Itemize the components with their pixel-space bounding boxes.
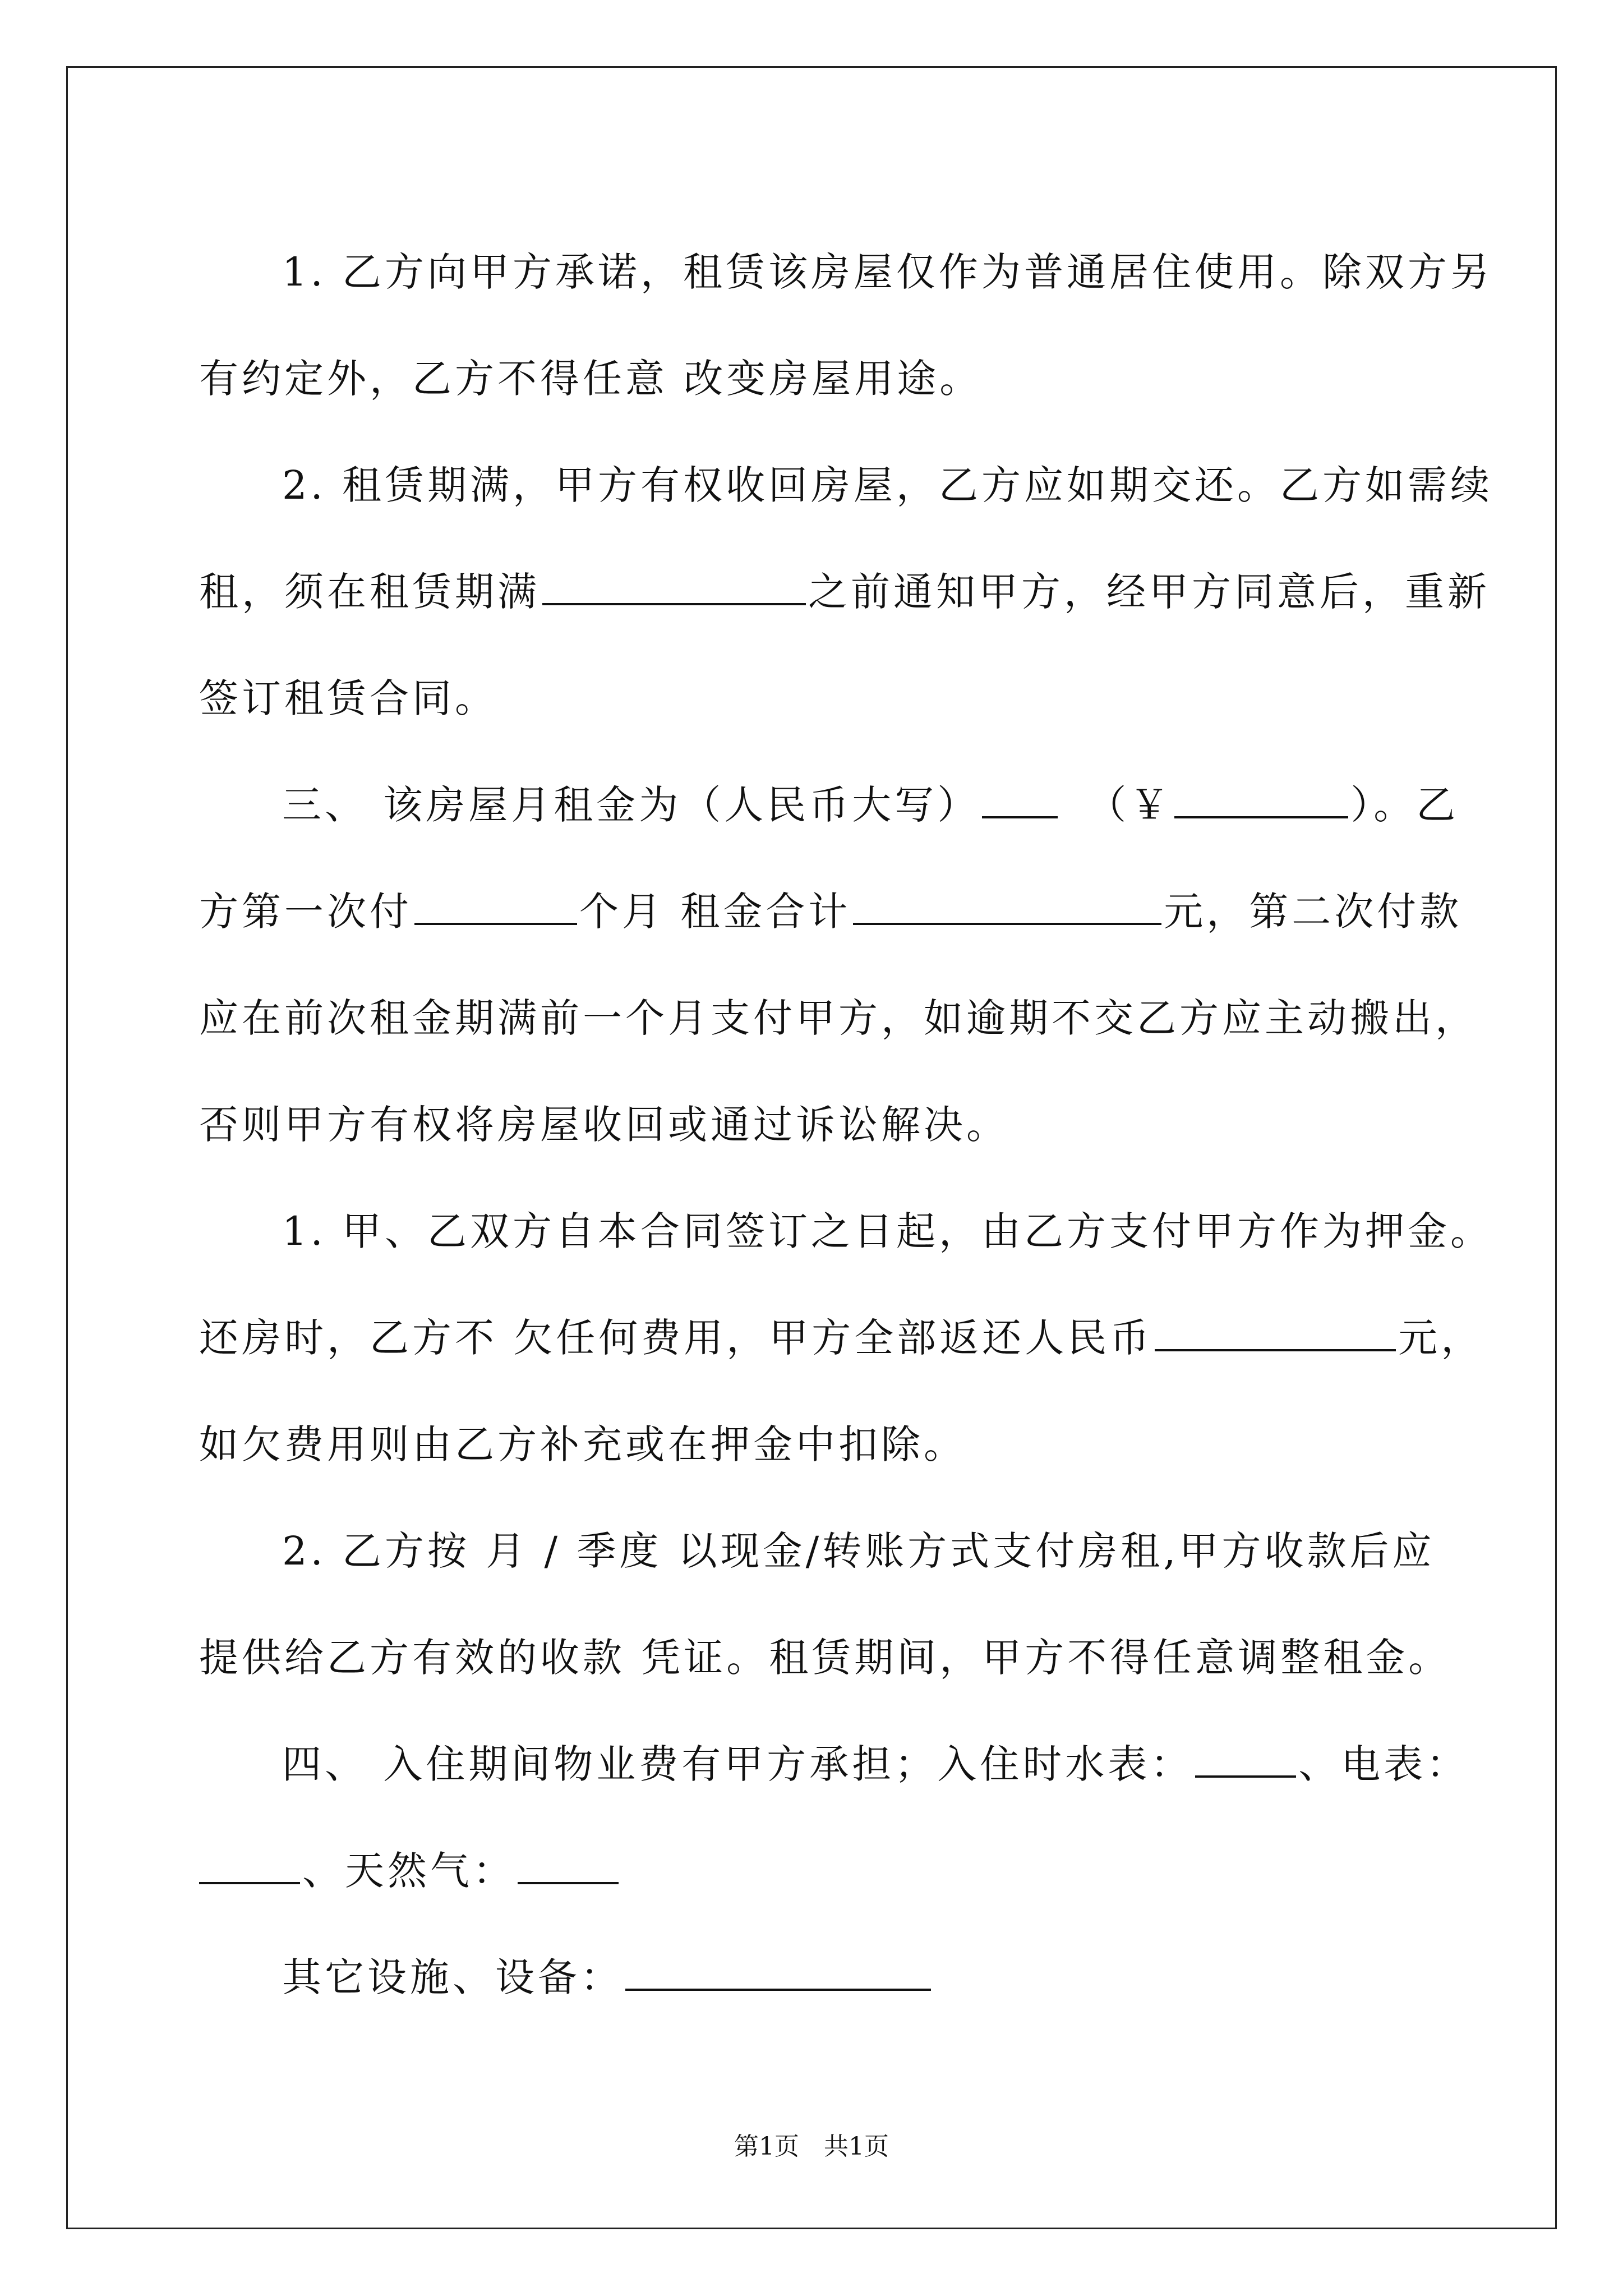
text-line xyxy=(199,1924,1427,2031)
text-line: 提供给乙方有效的收款 凭证。租赁期间，甲方不得任意调整租金。 xyxy=(199,1635,1451,1681)
text-segment: 元，第二次付款 xyxy=(1164,889,1463,935)
text-line: 应在前次租金期满前一个月支付甲方，如逾期不交乙方应主动搬出， xyxy=(199,995,1478,1041)
text-line: 2. 乙方按 月 / 季度 以现金/转账方式支付房租,甲方收款后应 xyxy=(282,1528,1435,1574)
text-line xyxy=(199,858,1463,965)
blank-field-facilities[interactable] xyxy=(625,1949,931,1991)
clause-utilities xyxy=(199,1711,1469,1924)
clause-renewal xyxy=(199,432,1493,752)
text-line: 2. 租赁期满，甲方有权收回房屋，乙方应如期交还。乙方如需续 xyxy=(282,462,1493,508)
blank-field-deposit-refund[interactable] xyxy=(1155,1310,1396,1351)
text-line xyxy=(199,1285,1484,1391)
clause-usage xyxy=(199,219,1493,432)
blank-field-rent-amount[interactable] xyxy=(1174,777,1348,818)
text-segment: 、天然气： xyxy=(302,1848,515,1894)
text-segment: 还房时，乙方不 欠任何费用，甲方全部返还人民币 xyxy=(199,1315,1153,1361)
blank-field-water-meter[interactable] xyxy=(1195,1736,1296,1778)
blank-field-rent-total[interactable] xyxy=(853,884,1161,925)
text-line: 签订租赁合同。 xyxy=(199,675,497,721)
clause-facilities xyxy=(199,1924,1427,2031)
text-line: 有约定外，乙方不得任意 改变房屋用途。 xyxy=(199,356,983,402)
text-segment: 、电表： xyxy=(1298,1741,1469,1787)
page-footer: 第1页 共1页 xyxy=(734,2132,889,2161)
clause-payment-method xyxy=(199,1498,1451,1711)
document-body xyxy=(199,219,1493,2031)
text-segment: 其它设施、设备： xyxy=(282,1954,623,2000)
text-line xyxy=(199,752,1459,858)
blank-field-gas-meter[interactable] xyxy=(518,1843,619,1884)
clause-rent xyxy=(199,752,1478,1178)
blank-field-electric-meter[interactable] xyxy=(199,1843,300,1884)
text-segment: 三、 该房屋月租金为（人民币大写） xyxy=(282,782,980,828)
blank-field-renewal-notice[interactable] xyxy=(542,564,806,605)
blank-field-rent-words[interactable] xyxy=(982,777,1058,818)
text-line: 如欠费用则由乙方补充或在押金中扣除。 xyxy=(199,1421,966,1467)
text-segment: ）。乙 xyxy=(1350,782,1459,828)
text-segment: 元， xyxy=(1398,1315,1484,1361)
text-line: 否则甲方有权将房屋收回或通过诉讼解决。 xyxy=(199,1102,1009,1148)
text-line: 1. 甲、乙双方自本合同签订之日起，由乙方支付甲方作为押金。 xyxy=(282,1208,1493,1254)
text-segment: 四、 入住期间物业费有甲方承担；入住时水表： xyxy=(282,1741,1193,1787)
text-segment: 租，须在租赁期满 xyxy=(199,569,540,615)
text-segment: （￥ xyxy=(1087,782,1173,828)
blank-field-months[interactable] xyxy=(414,884,577,925)
text-line: 1. 乙方向甲方承诺，租赁该房屋仅作为普通居住使用。除双方另 xyxy=(282,249,1493,295)
text-segment: 个月 租金合计 xyxy=(579,889,851,935)
text-segment: 方第一次付 xyxy=(199,889,412,935)
text-line xyxy=(199,539,1490,645)
text-segment: 之前通知甲方，经甲方同意后，重新 xyxy=(808,569,1490,615)
text-line xyxy=(199,1818,1427,1924)
text-line xyxy=(199,1711,1469,1818)
clause-deposit xyxy=(199,1178,1493,1498)
